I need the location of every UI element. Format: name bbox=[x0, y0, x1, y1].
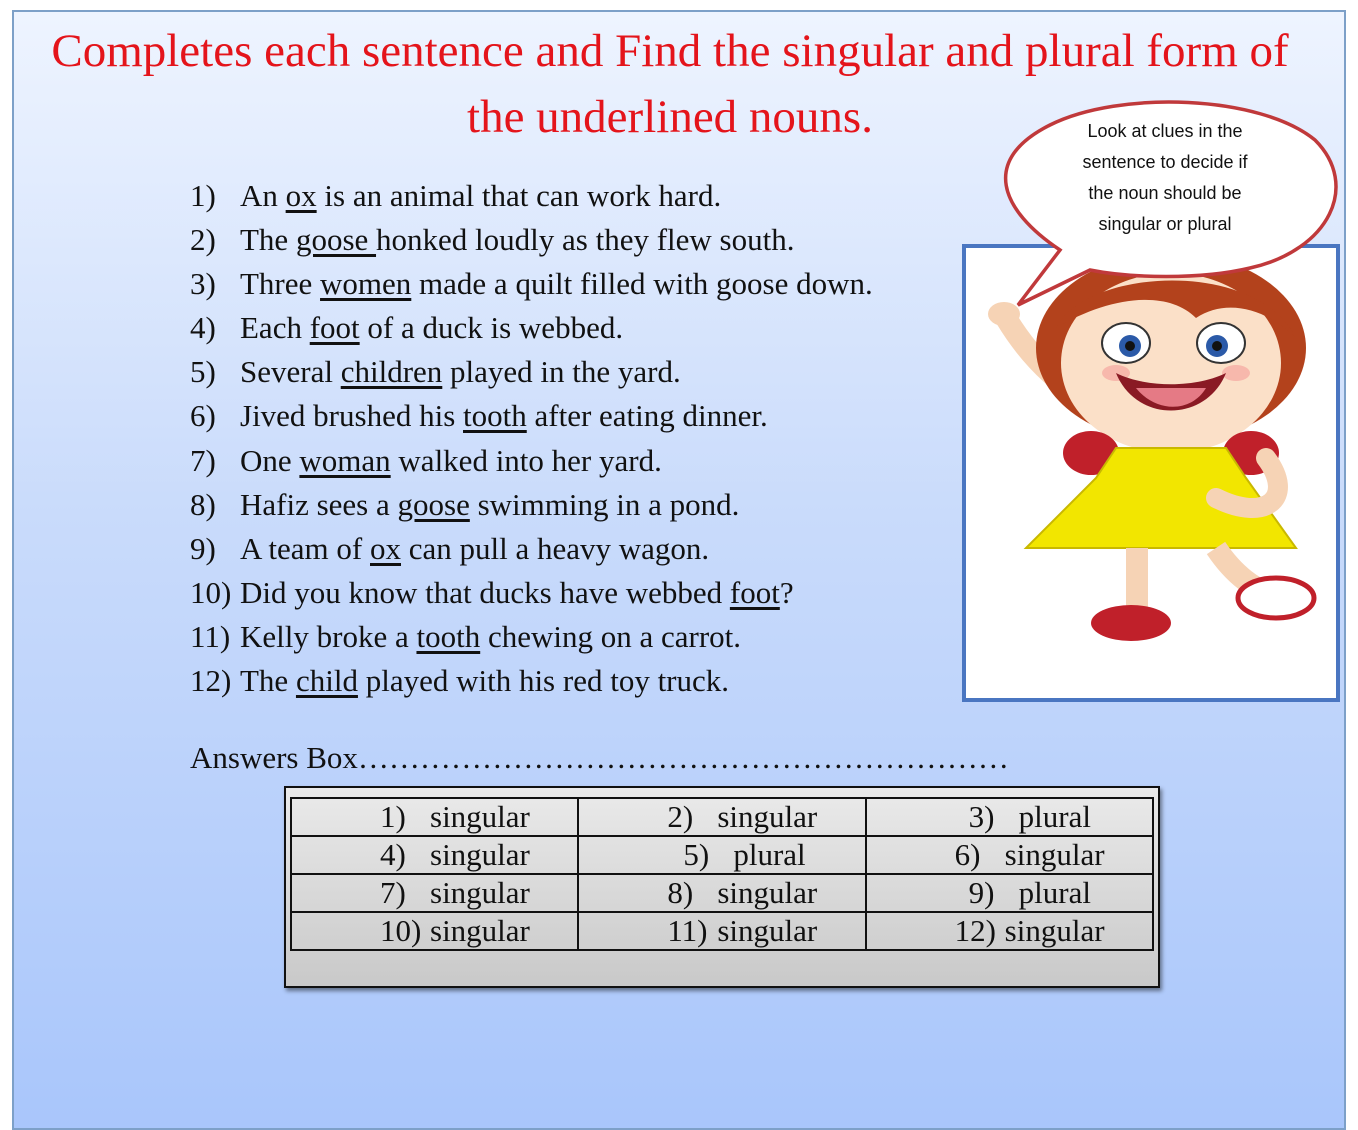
answer-value: singular bbox=[430, 799, 530, 834]
sentence-item bbox=[190, 571, 873, 615]
sentence-text-after: made a quilt filled with goose down. bbox=[411, 266, 873, 302]
answer-cell bbox=[291, 912, 578, 950]
answer-number: 9) bbox=[968, 875, 995, 910]
callout-line: singular or plural bbox=[1098, 214, 1232, 234]
answer-value: singular bbox=[430, 837, 530, 872]
underlined-noun: goose bbox=[397, 486, 470, 522]
answer-number: 12) bbox=[954, 913, 996, 948]
underlined-noun: women bbox=[320, 266, 412, 302]
sentence-item bbox=[190, 174, 873, 218]
answer-number: 1) bbox=[380, 799, 406, 834]
answer-cell bbox=[291, 874, 578, 912]
sentence-text-after: swimming in a pond. bbox=[469, 486, 740, 522]
answer-cell bbox=[866, 836, 1153, 874]
answers-box-label: Answers Box……………………………………………………… bbox=[190, 740, 1009, 775]
sentence-text-before: Did you know that ducks have webbed bbox=[240, 574, 730, 610]
callout-line: sentence to decide if bbox=[1082, 152, 1248, 172]
sentence-item bbox=[190, 306, 873, 350]
underlined-noun: tooth bbox=[463, 398, 527, 434]
sentence-text-before: A team of bbox=[240, 530, 370, 566]
callout-line: Look at clues in the bbox=[1087, 121, 1243, 141]
sentence-number: 2) bbox=[190, 222, 216, 258]
answer-value: singular bbox=[1004, 837, 1105, 872]
callout-line: the noun should be bbox=[1088, 183, 1242, 203]
underlined-noun: tooth bbox=[416, 618, 481, 654]
answer-cell bbox=[291, 836, 578, 874]
answer-number: 7) bbox=[380, 875, 406, 910]
answer-cell bbox=[866, 798, 1153, 836]
answer-value: singular bbox=[430, 913, 530, 948]
sentence-number: 1) bbox=[190, 178, 216, 213]
answer-cell bbox=[578, 912, 865, 950]
underlined-noun: foot bbox=[729, 574, 780, 610]
underlined-noun: goose bbox=[295, 222, 377, 258]
sentence-number: 9) bbox=[190, 530, 216, 566]
answer-cell bbox=[291, 798, 578, 836]
underlined-noun: child bbox=[295, 663, 358, 699]
sentence-number: 4) bbox=[190, 310, 216, 346]
answer-value: plural bbox=[1018, 799, 1091, 834]
answer-value: singular bbox=[430, 875, 530, 910]
sentence-item bbox=[190, 262, 873, 306]
answer-value: singular bbox=[1004, 913, 1105, 948]
underlined-noun: foot bbox=[309, 310, 360, 346]
sentence-text-after: after eating dinner. bbox=[526, 398, 768, 434]
sentence-text-before: Kelly broke a bbox=[240, 618, 417, 654]
underlined-noun: woman bbox=[299, 442, 391, 478]
underlined-noun: ox bbox=[285, 178, 317, 213]
answers-box bbox=[284, 786, 1160, 988]
answer-number: 10) bbox=[380, 913, 422, 948]
sentence-item bbox=[190, 350, 873, 394]
sentence-number: 6) bbox=[190, 398, 216, 434]
sentence-item bbox=[190, 439, 873, 483]
answer-number: 3) bbox=[968, 799, 995, 834]
sentence-text-after: walked into her yard. bbox=[390, 442, 662, 478]
sentence-item bbox=[190, 394, 873, 438]
sentence-item bbox=[190, 218, 873, 262]
answers-row bbox=[291, 912, 1153, 950]
speech-bubble-text bbox=[1040, 116, 1290, 240]
sentence-item bbox=[190, 659, 873, 703]
answer-value: plural bbox=[1018, 875, 1091, 910]
worksheet-title: Completes each sentence and Find the singular and plural form of the underlined nouns. bbox=[51, 25, 1289, 143]
sentence-text-before: Several bbox=[240, 354, 341, 390]
answer-cell bbox=[578, 836, 865, 874]
sentence-text-after: honked loudly as they flew south. bbox=[376, 222, 795, 258]
answer-number: 6) bbox=[954, 837, 981, 872]
sentence-number: 5) bbox=[190, 354, 216, 390]
sentence-number: 12) bbox=[190, 663, 232, 699]
sentence-text-after: played in the yard. bbox=[442, 354, 681, 390]
answer-number: 4) bbox=[380, 837, 406, 872]
answer-value: plural bbox=[733, 837, 806, 872]
answer-cell bbox=[578, 874, 865, 912]
sentence-list bbox=[190, 174, 873, 703]
answer-value: singular bbox=[717, 913, 818, 948]
answers-row bbox=[291, 836, 1153, 874]
sentence-number: 7) bbox=[190, 442, 216, 478]
sentence-number: 11) bbox=[190, 618, 231, 654]
sentence-text-after: played with his red toy truck. bbox=[357, 663, 730, 699]
sentence-number: 10) bbox=[190, 574, 232, 610]
answer-cell bbox=[866, 912, 1153, 950]
sentence-text-before: Hafiz sees a bbox=[240, 486, 398, 522]
answer-number: 8) bbox=[667, 875, 694, 910]
answer-cell bbox=[866, 874, 1153, 912]
answers-table bbox=[290, 797, 1154, 951]
answer-value: singular bbox=[717, 875, 818, 910]
sentence-text-after: chewing on a carrot. bbox=[480, 618, 742, 654]
sentence-text-before: Three bbox=[240, 266, 321, 302]
sentence-text-before: The bbox=[240, 222, 296, 258]
sentence-text-before: One bbox=[240, 442, 300, 478]
sentence-item bbox=[190, 615, 873, 659]
sentence-text-after: ? bbox=[779, 574, 794, 610]
answers-row bbox=[291, 798, 1153, 836]
underlined-noun: ox bbox=[370, 530, 401, 566]
underlined-noun: children bbox=[340, 354, 443, 390]
answer-cell bbox=[578, 798, 865, 836]
sentence-text-before: An bbox=[240, 178, 286, 213]
sentence-text-before: The bbox=[240, 663, 296, 699]
sentence-text-after: is an animal that can work hard. bbox=[316, 178, 722, 213]
answers-row bbox=[291, 874, 1153, 912]
answer-value: singular bbox=[717, 799, 818, 834]
sentence-item bbox=[190, 483, 873, 527]
sentence-text-before: Jived brushed his bbox=[240, 398, 464, 434]
sentence-item bbox=[190, 527, 873, 571]
answer-number: 2) bbox=[667, 799, 694, 834]
sentence-number: 3) bbox=[190, 266, 216, 302]
sentence-number: 8) bbox=[190, 486, 216, 522]
sentence-text-after: can pull a heavy wagon. bbox=[401, 530, 710, 566]
answer-number: 11) bbox=[667, 913, 708, 948]
sentence-text-after: of a duck is webbed. bbox=[359, 310, 624, 346]
answer-number: 5) bbox=[683, 837, 710, 872]
sentence-text-before: Each bbox=[240, 310, 310, 346]
